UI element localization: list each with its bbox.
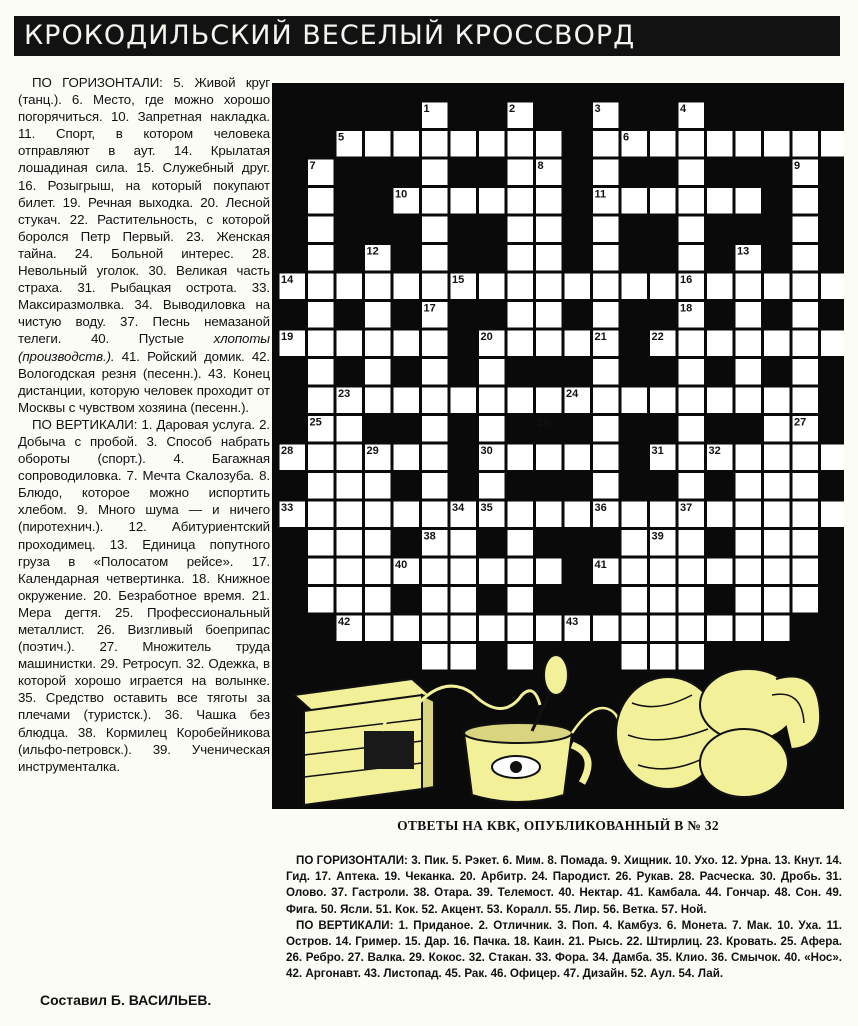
cell-number: 15	[452, 274, 465, 286]
grid-cell[interactable]	[622, 530, 648, 556]
grid-cell[interactable]	[422, 502, 448, 528]
grid-cell[interactable]	[736, 331, 762, 357]
grid-cell[interactable]	[821, 274, 844, 300]
grid-cell[interactable]	[365, 530, 391, 556]
grid-cell[interactable]	[793, 302, 819, 328]
grid-cell[interactable]	[479, 473, 505, 499]
grid-cell[interactable]	[308, 359, 334, 385]
grid-cell[interactable]	[707, 188, 733, 214]
grid-cell[interactable]	[508, 388, 534, 414]
grid-cell[interactable]	[622, 559, 648, 585]
grid-cell[interactable]	[508, 160, 534, 186]
grid-cell[interactable]	[365, 559, 391, 585]
grid-cell[interactable]	[650, 131, 676, 157]
cell-number: 17	[423, 302, 436, 315]
answers-down-heading: ПО ВЕРТИКАЛИ:	[296, 918, 394, 932]
grid-cell[interactable]	[622, 644, 648, 670]
cell-number: 38	[423, 530, 436, 543]
grid-cell[interactable]	[365, 274, 391, 300]
grid-cell[interactable]	[679, 644, 705, 670]
grid-cell[interactable]	[508, 502, 534, 528]
cell-number: 21	[594, 331, 607, 343]
cell-number: 42	[338, 616, 351, 628]
cell-number: 5	[338, 131, 345, 144]
grid-cell[interactable]	[508, 616, 534, 642]
grid-cell[interactable]	[622, 274, 648, 300]
grid-cell[interactable]	[508, 445, 534, 471]
grid-cell[interactable]	[365, 388, 391, 414]
grid-cell[interactable]	[422, 587, 448, 613]
grid-cell[interactable]	[337, 502, 363, 528]
grid-cell[interactable]	[308, 559, 334, 585]
grid-cell[interactable]	[394, 331, 420, 357]
grid-cell[interactable]	[650, 502, 676, 528]
grid-cell[interactable]	[764, 559, 790, 585]
grid-cell[interactable]	[650, 274, 676, 300]
grid-cell[interactable]	[764, 502, 790, 528]
grid-cell[interactable]	[821, 131, 844, 157]
grid-cell[interactable]	[451, 587, 477, 613]
grid-cell[interactable]	[536, 388, 562, 414]
grid-cell[interactable]	[337, 530, 363, 556]
grid-cell[interactable]	[308, 217, 334, 243]
grid-cell[interactable]	[593, 274, 619, 300]
grid-cell[interactable]	[451, 388, 477, 414]
grid-cell[interactable]	[679, 559, 705, 585]
cell-number: 39	[651, 530, 664, 543]
grid-cell[interactable]	[508, 302, 534, 328]
grid-cell[interactable]	[736, 188, 762, 214]
across-clues-text: 5. Живой круг (танц.). 6. Место, где можно хорошо погорячиться. 10. Запретная накладка. 11. Спорт, в котором человека отправляют в аут. 14. Крылатая лошадиная сила. 15. Служебный друг. 16. Розыгрыш, на который покупают билет. 19. Речная выходка. 20. Лесной стукач. 22. Растительность, с которой боролся Петр Первый. 23. Женская тайна. 24. Больной интерес. 28. Невольный уголок. 30. Великая часть страха. 31. Рыбацкая острота. 33. Максиразмолвка. 34. Выводиловка на чистую воду. 37. Песнь немазаной телеги. 40. Пустые	[18, 75, 270, 347]
grid-cell[interactable]	[479, 559, 505, 585]
grid-cell[interactable]	[650, 388, 676, 414]
grid-cell[interactable]	[308, 473, 334, 499]
grid-cell[interactable]	[736, 559, 762, 585]
grid-cell[interactable]	[451, 644, 477, 670]
grid-cell[interactable]	[793, 188, 819, 214]
grid-cell[interactable]	[764, 473, 790, 499]
cell-number: 29	[366, 445, 379, 457]
answers-heading: ОТВЕТЫ НА КВК, ОПУБЛИКОВАННЫЙ В № 32	[397, 818, 719, 833]
grid-cell[interactable]	[394, 388, 420, 414]
grid-cell[interactable]	[736, 274, 762, 300]
grid-cell[interactable]	[736, 473, 762, 499]
grid-cell[interactable]	[764, 416, 790, 442]
cell-number: 12	[366, 245, 379, 258]
grid-cell[interactable]	[422, 416, 448, 442]
grid-cell[interactable]	[308, 331, 334, 357]
grid-cell[interactable]	[679, 160, 705, 186]
grid-cell[interactable]	[593, 245, 619, 271]
grid-cell[interactable]	[764, 445, 790, 471]
grid-cell[interactable]	[565, 274, 591, 300]
grid-cell[interactable]	[422, 245, 448, 271]
grid-cell[interactable]	[508, 530, 534, 556]
grid-cell[interactable]	[365, 359, 391, 385]
grid-cell[interactable]	[536, 331, 562, 357]
cell-number: 10	[395, 188, 408, 201]
grid-cell[interactable]	[479, 359, 505, 385]
grid-cell[interactable]	[793, 331, 819, 357]
grid-cell[interactable]	[707, 559, 733, 585]
cell-number: 27	[794, 416, 807, 429]
grid-cell[interactable]	[793, 502, 819, 528]
grid-cell[interactable]	[565, 445, 591, 471]
cell-number: 18	[680, 302, 693, 315]
answers-across-text: 3. Пик. 5. Рэкет. 6. Мим. 8. Помада. 9. Хищник. 10. Ухо. 12. Урна. 13. Кнут. 14. Гид. 17. Аптека. 19. Чеканка. 20. Арбитр. 24. Пародист. 26. Рукав. 28. Расческа. 30. Дробь. 31. Олово. 37. Гастроли. 38. Отара. 39. Телемост. 40. Нектар. 41. Камбала. 44. Гончар. 48. Сон. 49. Фига. 50. Ясли. 51. Кок. 52. Акцент. 53. Коралл. 55. Лир. 56. Ветка. 57. Ной.	[286, 854, 842, 916]
grid-cell[interactable]	[736, 445, 762, 471]
grid-cell[interactable]	[679, 473, 705, 499]
grid-cell[interactable]	[650, 188, 676, 214]
grid-cell[interactable]	[422, 359, 448, 385]
grid-cell[interactable]	[422, 274, 448, 300]
grid-cell[interactable]	[365, 473, 391, 499]
grid-cell[interactable]	[337, 331, 363, 357]
cell-number: 30	[480, 445, 493, 457]
grid-cell[interactable]	[707, 616, 733, 642]
cell-number: 22	[651, 331, 664, 343]
grid-cell[interactable]	[365, 131, 391, 157]
grid-cell[interactable]	[422, 644, 448, 670]
cell-number: 8	[537, 160, 544, 172]
grid-cell[interactable]	[422, 445, 448, 471]
grid-cell[interactable]	[422, 217, 448, 243]
grid-cell[interactable]	[337, 274, 363, 300]
cell-number: 34	[452, 502, 465, 514]
grid-cell[interactable]	[679, 616, 705, 642]
grid-cell[interactable]	[736, 502, 762, 528]
grid-cell[interactable]	[593, 359, 619, 385]
grid-cell[interactable]	[394, 131, 420, 157]
grid-cell[interactable]	[536, 131, 562, 157]
grid-cell[interactable]	[337, 445, 363, 471]
outhouse-drawing	[294, 679, 434, 805]
grid-cell[interactable]	[451, 559, 477, 585]
grid-cell[interactable]	[337, 559, 363, 585]
down-clues	[18, 416, 270, 775]
author-credit: Составил Б. ВАСИЛЬЕВ.	[40, 992, 212, 1008]
cell-number: 26	[537, 416, 550, 429]
grid-cell[interactable]	[308, 188, 334, 214]
cell-number: 24	[566, 388, 579, 400]
grid-cell[interactable]	[650, 559, 676, 585]
answers-across-heading: ПО ГОРИЗОНТАЛИ:	[296, 854, 408, 867]
grid-cell[interactable]	[337, 473, 363, 499]
grid-cell[interactable]	[394, 445, 420, 471]
melon-drawing	[616, 669, 820, 797]
grid-cell[interactable]	[821, 502, 844, 528]
grid-cell[interactable]	[707, 502, 733, 528]
grid-cell[interactable]	[365, 502, 391, 528]
cell-number: 11	[594, 188, 607, 201]
grid-cell[interactable]	[679, 530, 705, 556]
grid-cell[interactable]	[479, 388, 505, 414]
grid-cell[interactable]	[764, 274, 790, 300]
grid-cell[interactable]	[536, 188, 562, 214]
cell-number: 2	[509, 103, 516, 115]
across-clues-italic: хлопоты (производств.).	[18, 331, 270, 364]
grid-cell[interactable]	[679, 359, 705, 385]
grid-cell[interactable]	[536, 302, 562, 328]
grid-cell[interactable]	[736, 302, 762, 328]
grid-cell[interactable]	[821, 445, 844, 471]
cell-number: 32	[708, 445, 721, 457]
cell-number: 4	[680, 103, 687, 115]
grid-cell[interactable]	[451, 530, 477, 556]
grid-cell[interactable]	[593, 302, 619, 328]
grid-cell[interactable]	[736, 131, 762, 157]
grid-cell[interactable]	[736, 530, 762, 556]
grid-cell[interactable]	[308, 302, 334, 328]
grid-cell[interactable]	[593, 160, 619, 186]
cell-number: 23	[338, 388, 351, 400]
cell-number: 14	[281, 274, 294, 286]
grid-cell[interactable]	[508, 274, 534, 300]
grid-cell[interactable]	[793, 388, 819, 414]
answers-down	[286, 918, 842, 983]
grid-cell[interactable]	[422, 331, 448, 357]
cell-number: 31	[651, 445, 664, 457]
grid-cell[interactable]	[593, 616, 619, 642]
grid-cell[interactable]	[308, 530, 334, 556]
grid-cell[interactable]	[764, 616, 790, 642]
crossword-title: КРОКОДИЛЬСКИЙ ВЕСЕЛЫЙ КРОССВОРД	[14, 16, 840, 56]
grid-cell[interactable]	[422, 160, 448, 186]
cell-number: 43	[566, 616, 579, 628]
grid-cell[interactable]	[793, 217, 819, 243]
grid-cell[interactable]	[736, 587, 762, 613]
grid-cell[interactable]	[394, 502, 420, 528]
grid-cell[interactable]	[679, 416, 705, 442]
grid-cell[interactable]	[422, 188, 448, 214]
grid-cell[interactable]	[508, 559, 534, 585]
cup-drawing	[464, 655, 588, 802]
grid-cell[interactable]	[764, 331, 790, 357]
grid-cell[interactable]	[622, 502, 648, 528]
grid-cell[interactable]	[679, 587, 705, 613]
grid-cell[interactable]	[679, 217, 705, 243]
grid-cell[interactable]	[793, 131, 819, 157]
grid-cell[interactable]	[308, 502, 334, 528]
cell-number: 40	[395, 559, 408, 571]
grid-cell[interactable]	[337, 416, 363, 442]
across-clues	[18, 74, 270, 416]
grid-cell[interactable]	[821, 331, 844, 357]
grid-cell[interactable]	[679, 331, 705, 357]
grid-cell[interactable]	[593, 416, 619, 442]
grid-cells	[280, 103, 845, 670]
grid-cell[interactable]	[365, 616, 391, 642]
grid-cell[interactable]	[508, 188, 534, 214]
grid-cell[interactable]	[679, 388, 705, 414]
grid-cell[interactable]	[479, 274, 505, 300]
grid-cell[interactable]	[650, 587, 676, 613]
grid-cell[interactable]	[508, 644, 534, 670]
grid-cell[interactable]	[565, 331, 591, 357]
cell-number: 36	[594, 502, 607, 514]
cell-number: 9	[794, 160, 801, 172]
grid-cell[interactable]	[479, 416, 505, 442]
grid-cell[interactable]	[793, 559, 819, 585]
grid-cell[interactable]	[508, 131, 534, 157]
grid-cell[interactable]	[679, 188, 705, 214]
cell-number: 25	[309, 416, 322, 429]
grid-cell[interactable]	[793, 473, 819, 499]
grid-cell[interactable]	[508, 331, 534, 357]
grid-cell[interactable]	[451, 188, 477, 214]
grid-cell[interactable]	[736, 388, 762, 414]
answers-block	[286, 853, 842, 983]
cell-number: 35	[480, 502, 493, 514]
grid-cell[interactable]	[308, 274, 334, 300]
grid-cell[interactable]	[679, 245, 705, 271]
grid-cell[interactable]	[365, 302, 391, 328]
grid-cell[interactable]	[536, 274, 562, 300]
grid-cell[interactable]	[593, 388, 619, 414]
grid-cell[interactable]	[650, 616, 676, 642]
cell-number: 1	[423, 103, 430, 115]
grid-cell[interactable]	[536, 217, 562, 243]
grid-cell[interactable]	[479, 188, 505, 214]
grid-cell[interactable]	[622, 587, 648, 613]
grid-cell[interactable]	[736, 616, 762, 642]
cell-number: 6	[623, 131, 630, 144]
illustration	[294, 655, 820, 805]
grid-cell[interactable]	[308, 245, 334, 271]
grid-cell[interactable]	[707, 131, 733, 157]
grid-cell[interactable]	[764, 587, 790, 613]
grid-cell[interactable]	[593, 131, 619, 157]
clues-column	[18, 74, 270, 775]
grid-cell[interactable]	[593, 217, 619, 243]
cell-number: 20	[480, 331, 493, 343]
answers-down-text: 1. Приданое. 2. Отличник. 3. Поп. 4. Камбуз. 6. Монета. 7. Мак. 10. Уха. 11. Остров. 14. Гример. 15. Дар. 16. Пачка. 18. Каин. 21. Рысь. 22. Штирлиц. 23. Кровать. 25. Афера. 26. Ребро. 27. Валка. 29. Кокос. 32. Стакан. 33. Фора. 34. Дамба. 35. Клио. 36. Смычок. 40. «Нос». 42. Аргонавт. 43. Листопад. 45. Рак. 46. Офицер. 47. Дизайн. 52. Аул. 54. Лай.	[286, 918, 843, 981]
grid-cell[interactable]	[565, 502, 591, 528]
grid-cell[interactable]	[508, 245, 534, 271]
grid-cell[interactable]	[422, 388, 448, 414]
grid-cell[interactable]	[679, 131, 705, 157]
grid-cell[interactable]	[536, 445, 562, 471]
grid-cell[interactable]	[394, 616, 420, 642]
grid-cell[interactable]	[707, 274, 733, 300]
grid-cell[interactable]	[707, 388, 733, 414]
grid-cell[interactable]	[793, 359, 819, 385]
grid-cell[interactable]	[337, 587, 363, 613]
down-heading: ПО ВЕРТИКАЛИ:	[32, 416, 138, 432]
answers-across	[286, 853, 842, 918]
grid-cell[interactable]	[422, 559, 448, 585]
grid-cell[interactable]	[536, 616, 562, 642]
cell-number: 28	[281, 445, 294, 457]
grid-cell[interactable]	[593, 473, 619, 499]
grid-cell[interactable]	[736, 359, 762, 385]
grid-cell[interactable]	[479, 616, 505, 642]
grid-cell[interactable]	[508, 217, 534, 243]
grid-cell[interactable]	[622, 616, 648, 642]
grid-cell[interactable]	[793, 274, 819, 300]
grid-cell[interactable]	[394, 274, 420, 300]
grid-cell[interactable]	[593, 445, 619, 471]
down-clues-text: 1. Даровая услуга. 2. Добыча с пробой. 3. Способ набрать обороты (спорт.). 4. Багажная сопроводиловка. 7. Мечта Скалозуба. 8. Блюдо, которое можно испортить хлебом. 9. Много шума — и ничего (пиротехнич.). 12. Абитуриентский проходимец. 13. Единица попутного груза в «Полосатом рейсе». 17. Календарная четвертинка. 18. Книжное окружение. 20. Безработное время. 21. Мера дегтя. 25. Профессиональный металлист. 26. Визгливый боеприпас (поэтич.). 27. Множитель труда машинистки. 29. Ретросуп. 32. Одежка, в которой хорошо играется на волынке. 35. Средство оставить все тяготы за плечами (туристск.). 36. Чашка без блюдца. 38. Кормилец Коробейникова (ильфо-петровск.). 39. Ученическая инструменталка.	[18, 416, 270, 774]
cell-number: 16	[680, 274, 693, 286]
grid-cell[interactable]	[422, 616, 448, 642]
grid-cell[interactable]	[451, 616, 477, 642]
grid-cell[interactable]	[365, 587, 391, 613]
grid-cell[interactable]	[365, 331, 391, 357]
grid-cell[interactable]	[308, 445, 334, 471]
grid-cell[interactable]	[451, 131, 477, 157]
grid-cell[interactable]	[764, 388, 790, 414]
across-heading: ПО ГОРИЗОНТАЛИ:	[32, 75, 163, 90]
grid-cell[interactable]	[622, 388, 648, 414]
cell-number: 13	[737, 245, 750, 258]
grid-cell[interactable]	[793, 245, 819, 271]
grid-cell[interactable]	[422, 473, 448, 499]
grid-cell[interactable]	[764, 131, 790, 157]
cell-number: 7	[309, 160, 316, 172]
grid-cell[interactable]	[793, 445, 819, 471]
across-clues-text-2: 41. Ройский домик. 42. Вологодская резня (песенн.). 43. Конец дистанции, которую человек проходит от Москвы с чувством хозяина (песенн.).	[18, 348, 270, 415]
grid-cell[interactable]	[764, 530, 790, 556]
grid-cell[interactable]	[707, 331, 733, 357]
grid-cell[interactable]	[793, 530, 819, 556]
grid-cell[interactable]	[793, 587, 819, 613]
cell-number: 33	[281, 502, 294, 514]
cell-number: 3	[594, 103, 601, 115]
grid-cell[interactable]	[536, 502, 562, 528]
grid-cell[interactable]	[422, 131, 448, 157]
grid-cell[interactable]	[308, 388, 334, 414]
cell-number: 41	[594, 559, 607, 571]
cell-number: 19	[281, 331, 294, 343]
grid-cell[interactable]	[479, 131, 505, 157]
grid-cell[interactable]	[536, 559, 562, 585]
grid-cell[interactable]	[679, 445, 705, 471]
grid-cell[interactable]	[508, 587, 534, 613]
wire-drawing	[572, 708, 620, 743]
grid-cell[interactable]	[650, 644, 676, 670]
grid-cell[interactable]	[536, 245, 562, 271]
cell-number: 37	[680, 502, 693, 514]
grid-cell[interactable]	[308, 587, 334, 613]
crossword-grid	[272, 83, 844, 809]
grid-cell[interactable]	[622, 188, 648, 214]
crossword-panel	[272, 83, 844, 809]
